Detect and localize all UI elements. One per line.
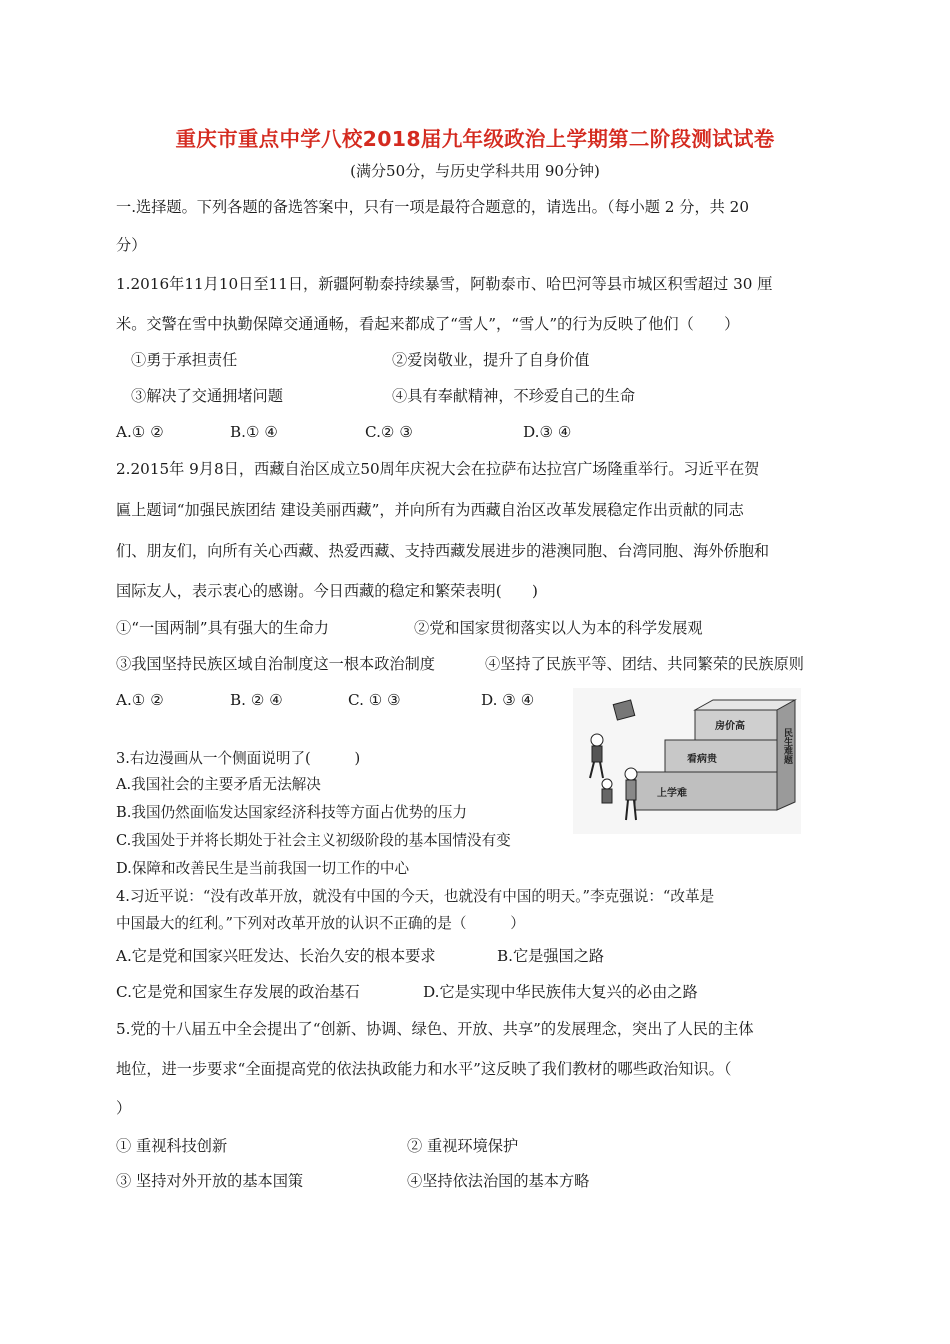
q1-item-4: ④具有奉献精神，不珍爱自己的生命 <box>392 387 635 405</box>
q2-choice-a: A.① ② <box>116 691 164 709</box>
q2-stem-line4: 国际友人，表示衷心的感谢。今日西藏的稳定和繁荣表明( ) <box>116 582 538 600</box>
q5-stem-line2: 地位，进一步要求“全面提高党的依法执政能力和水平”这反映了我们教材的哪些政治知识。（ <box>116 1060 732 1078</box>
q4-option-b: B.它是强国之路 <box>497 947 605 965</box>
q5-item-4: ④坚持依法治国的基本方略 <box>407 1172 590 1190</box>
q2-item-4: ④坚持了民族平等、团结、共同繁荣的民族原则 <box>485 655 804 673</box>
q1-choice-d: D.③ ④ <box>523 423 572 441</box>
q4-option-d: D.它是实现中华民族伟大复兴的必由之路 <box>423 983 698 1001</box>
page-title: 重庆市重点中学八校2018届九年级政治上学期第二阶段测试试卷 <box>175 127 775 151</box>
q2-item-2: ②党和国家贯彻落实以人为本的科学发展观 <box>414 619 703 637</box>
q2-choice-d: D. ③ ④ <box>481 691 535 709</box>
q2-stem-line2: 匾上题词“加强民族团结 建设美丽西藏”，并向所有为西藏自治区改革发展稳定作出贡献的同志 <box>116 501 744 519</box>
q4-stem-line2: 中国最大的红利。”下列对改革开放的认识不正确的是（ ） <box>116 915 525 932</box>
cartoon-illustration <box>573 688 801 834</box>
q3-option-c: C.我国处于并将长期处于社会主义初级阶段的基本国情没有变 <box>116 832 511 849</box>
q2-item-1: ①“一国两制”具有强大的生命力 <box>116 619 329 637</box>
q3-option-b: B.我国仍然面临发达国家经济科技等方面占优势的压力 <box>116 804 468 821</box>
q2-stem-line1: 2.2015年 9月8日，西藏自治区成立50周年庆祝大会在拉萨布达拉宫广场隆重举行。习近平在贺 <box>116 460 760 478</box>
q5-stem-line3: ） <box>116 1099 132 1117</box>
q4-stem-line1: 4.习近平说：“没有改革开放，就没有中国的今天，也就没有中国的明天。”李克强说：“改革是 <box>116 888 715 905</box>
q2-choice-b: B. ② ④ <box>230 691 283 709</box>
q5-item-1: ① 重视科技创新 <box>116 1137 228 1155</box>
q1-item-2: ②爱岗敬业，提升了自身价值 <box>392 351 590 369</box>
q1-stem-line2: 米。交警在雪中执勤保障交通通畅，看起来都成了“雪人”，“雪人”的行为反映了他们（ ） <box>116 315 740 333</box>
q1-item-1: ①勇于承担责任 <box>131 351 238 369</box>
q1-stem-line1: 1.2016年11月10日至11日，新疆阿勒泰持续暴雪，阿勒泰市、哈巴河等县市城区积雪超过 30 厘 <box>116 275 773 293</box>
q1-choice-b: B.① ④ <box>230 423 279 441</box>
q2-stem-line3: 们、朋友们，向所有关心西藏、热爱西藏、支持西藏发展进步的港澳同胞、台湾同胞、海外侨胞和 <box>116 542 770 560</box>
section-heading-line2: 分） <box>116 236 147 254</box>
q5-item-2: ② 重视环境保护 <box>407 1137 519 1155</box>
q3-option-a: A.我国社会的主要矛盾无法解决 <box>116 776 321 793</box>
q1-item-3: ③解决了交通拥堵问题 <box>131 387 283 405</box>
section-heading-line1: 一.选择题。下列各题的备选答案中，只有一项是最符合题意的，请选出。（每小题 2 分，共 20 <box>116 198 750 216</box>
q3-stem: 3.右边漫画从一个侧面说明了( ) <box>116 750 361 767</box>
q1-choice-c: C.② ③ <box>365 423 413 441</box>
q2-item-3: ③我国坚持民族区域自治制度这一根本政治制度 <box>116 655 435 673</box>
q5-item-3: ③ 坚持对外开放的基本国策 <box>116 1172 304 1190</box>
cartoon-side-label: 民生难题 <box>782 728 792 764</box>
q1-choice-a: A.① ② <box>116 423 164 441</box>
cartoon-step-label-bottom: 上学难 <box>657 788 687 799</box>
page-subtitle: (满分50分，与历史学科共用 90分钟) <box>350 162 600 180</box>
q4-option-c: C.它是党和国家生存发展的政治基石 <box>116 983 360 1001</box>
q5-stem-line1: 5.党的十八届五中全会提出了“创新、协调、绿色、开放、共享”的发展理念，突出了人民的主体 <box>116 1020 754 1038</box>
q3-option-d: D.保障和改善民生是当前我国一切工作的中心 <box>116 860 410 877</box>
cartoon-step-label-middle: 看病贵 <box>687 754 717 765</box>
cartoon-step-label-top: 房价高 <box>715 721 745 732</box>
q4-option-a: A.它是党和国家兴旺发达、长治久安的根本要求 <box>116 947 436 965</box>
q2-choice-c: C. ① ③ <box>348 691 401 709</box>
